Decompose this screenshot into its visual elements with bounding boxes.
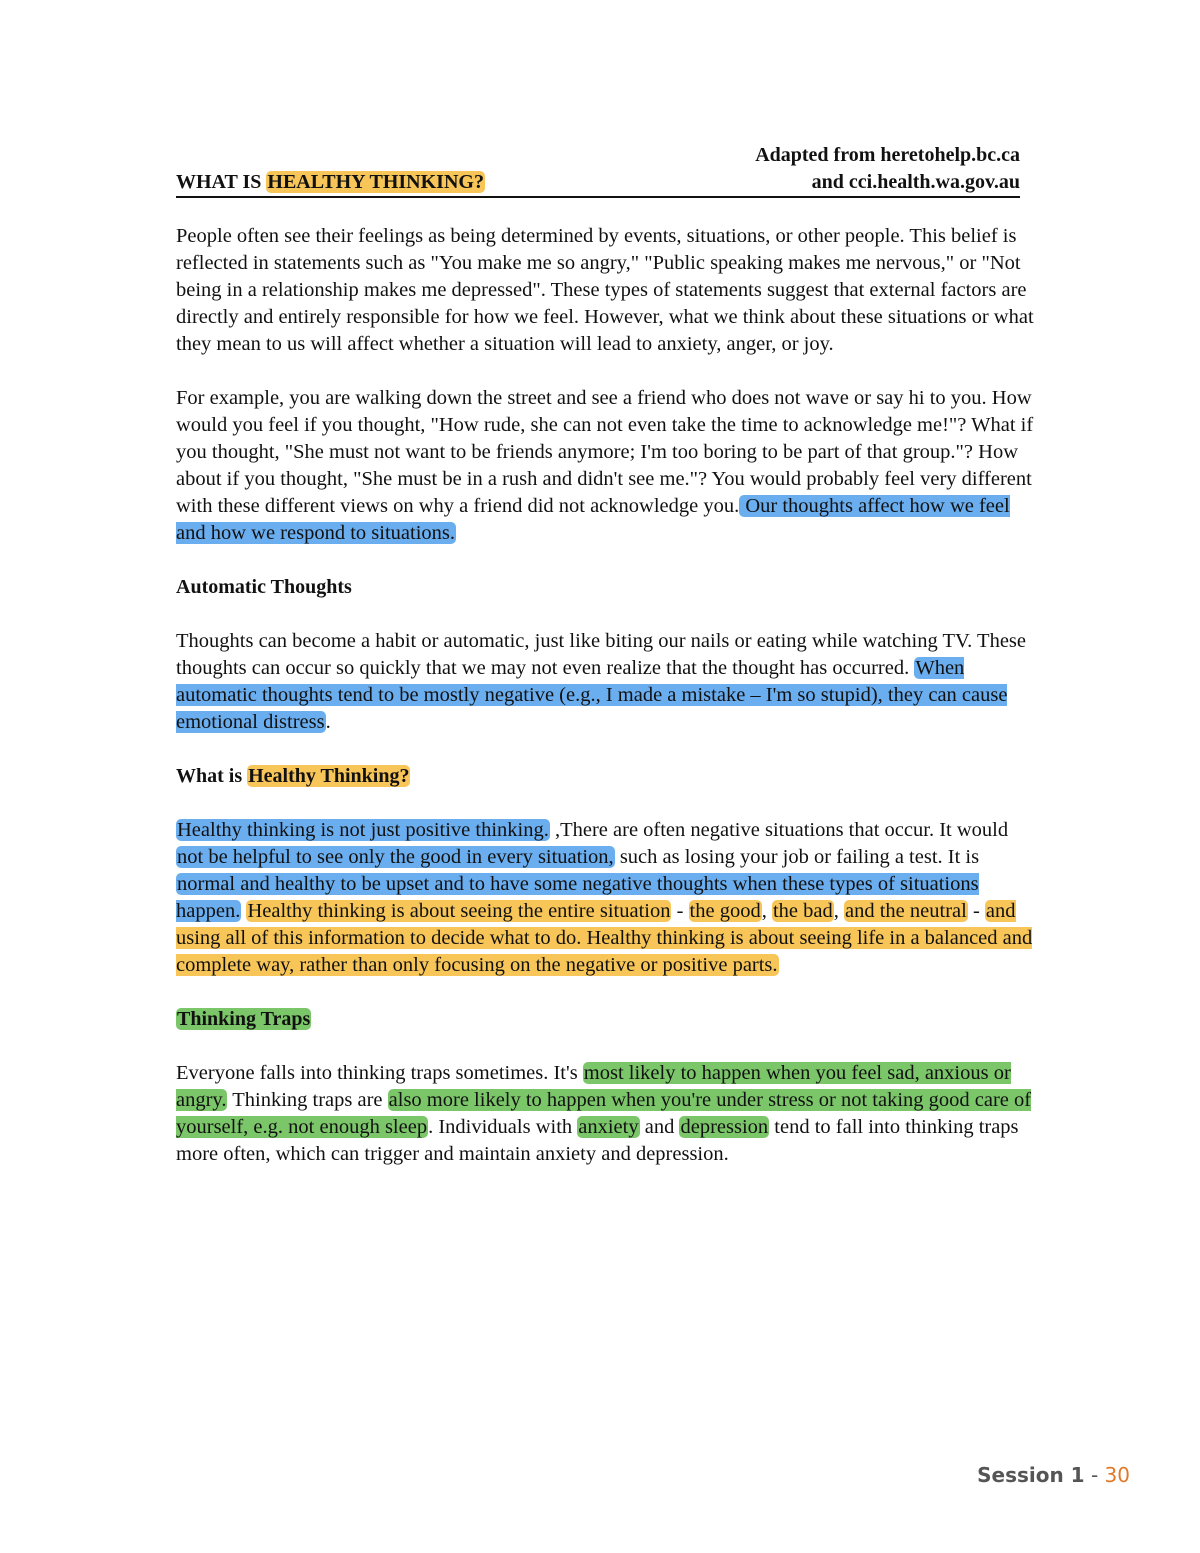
- healthy-s8: -: [671, 900, 689, 922]
- page-footer: [977, 1463, 1130, 1487]
- healthy-s4: such as losing your job or failing a test. It is: [614, 846, 980, 868]
- traps-t4: also more likely to happen when you're under stress or not taking good care of yourself, e.g. not enough sleep: [176, 1089, 1032, 1138]
- traps-t2: most likely to happen when you feel sad, anxious or angry.: [176, 1062, 1011, 1111]
- thinking-traps-heading-text: Thinking Traps: [177, 1008, 311, 1030]
- title-prefix: WHAT IS: [176, 171, 267, 193]
- traps-t3: Thinking traps are: [227, 1089, 388, 1111]
- source-line-2: and cci.health.wa.gov.au: [811, 171, 1020, 193]
- intro-paragraph-1: People often see their feelings as being determined by events, situations, or other people. This belief is reflected in statements such as "You make me so angry," "Public speaking makes me nervous," or "Not being in a relationship makes me depressed". These types of statements suggest that external factors are directly and entirely responsible for how we feel. However, what we think about these situations or what they mean to us will affect whether a situation will lead to anxiety, anger, or joy.: [176, 225, 1034, 355]
- healthy-thinking-paragraph: [176, 817, 1036, 979]
- healthy-thinking-heading: [176, 763, 1036, 790]
- healthy-s9: the good: [689, 900, 761, 922]
- automatic-end: .: [325, 711, 331, 733]
- traps-t9: tend to fall into thinking traps more often, which can trigger and maintain anxiety and depression.: [176, 1116, 1019, 1165]
- healthy-s1: Healthy thinking is not just positive thinking.: [177, 819, 549, 841]
- healthy-s11: the bad: [772, 900, 833, 922]
- healthy-s14: -: [967, 900, 985, 922]
- automatic-thoughts-heading: Automatic Thoughts: [176, 576, 352, 598]
- healthy-heading-prefix: What is: [176, 765, 248, 787]
- footer-separator: -: [1084, 1463, 1105, 1487]
- healthy-s13: and the neutral: [845, 900, 967, 922]
- title-row: [176, 169, 1020, 198]
- title-highlight: HEALTHY THINKING?: [267, 171, 484, 193]
- healthy-s5: normal and healthy to be upset and to have some negative thoughts when these types of situations happen.: [176, 873, 979, 922]
- traps-t6: anxiety: [578, 1116, 639, 1138]
- thinking-traps-heading: [176, 1006, 1036, 1033]
- footer-page-number: 30: [1104, 1463, 1130, 1487]
- healthy-s15: and using all of this information to decide what to do. Healthy thinking is about seeing life in a balanced and complete way, rather than only focusing on the negative or positive parts.: [176, 900, 1033, 976]
- footer-session: Session 1: [977, 1463, 1085, 1487]
- automatic-text: Thoughts can become a habit or automatic, just like biting our nails or eating while watching TV. These thoughts can occur so quickly that we may not even realize that the thought has occurred.: [176, 630, 1026, 679]
- document-title: [176, 169, 485, 196]
- intro-p2-text: For example, you are walking down the street and see a friend who does not wave or say hi to you. How would you feel if you thought, "How rude, she can not even take the time to acknowledge me!"? What if you thought, "She must not want to be friends anymore; I'm too boring to be part of that group."? How about if you thought, "She must be in a rush and didn't see me."? You would probably feel very different with these different views on why a friend did not acknowledge you.: [176, 387, 1034, 517]
- document-body: [176, 223, 1036, 1195]
- healthy-s3: not be helpful to see only the good in every situation,: [177, 846, 614, 868]
- traps-t1: Everyone falls into thinking traps sometimes. It's: [176, 1062, 583, 1084]
- traps-t5: . Individuals with: [428, 1116, 578, 1138]
- automatic-highlight: When automatic thoughts tend to be mostly negative (e.g., I made a mistake – I'm so stupid), they can cause emotional distress: [176, 657, 1008, 733]
- traps-t8: depression: [680, 1116, 769, 1138]
- intro-p2-highlight: Our thoughts affect how we feel and how we respond to situations.: [176, 495, 1010, 544]
- automatic-thoughts-paragraph: [176, 628, 1036, 736]
- healthy-s12: ,: [833, 900, 844, 922]
- traps-t7: and: [639, 1116, 680, 1138]
- document-header: [176, 142, 1020, 198]
- healthy-s2: ,There are often negative situations that occur. It would: [549, 819, 1009, 841]
- healthy-heading-highlight: Healthy Thinking?: [248, 765, 410, 787]
- intro-paragraph-2: [176, 385, 1036, 547]
- source-line-1: Adapted from heretohelp.bc.ca: [755, 144, 1020, 166]
- thinking-traps-paragraph: [176, 1060, 1036, 1168]
- healthy-s10: ,: [761, 900, 772, 922]
- healthy-s7: Healthy thinking is about seeing the entire situation: [247, 900, 671, 922]
